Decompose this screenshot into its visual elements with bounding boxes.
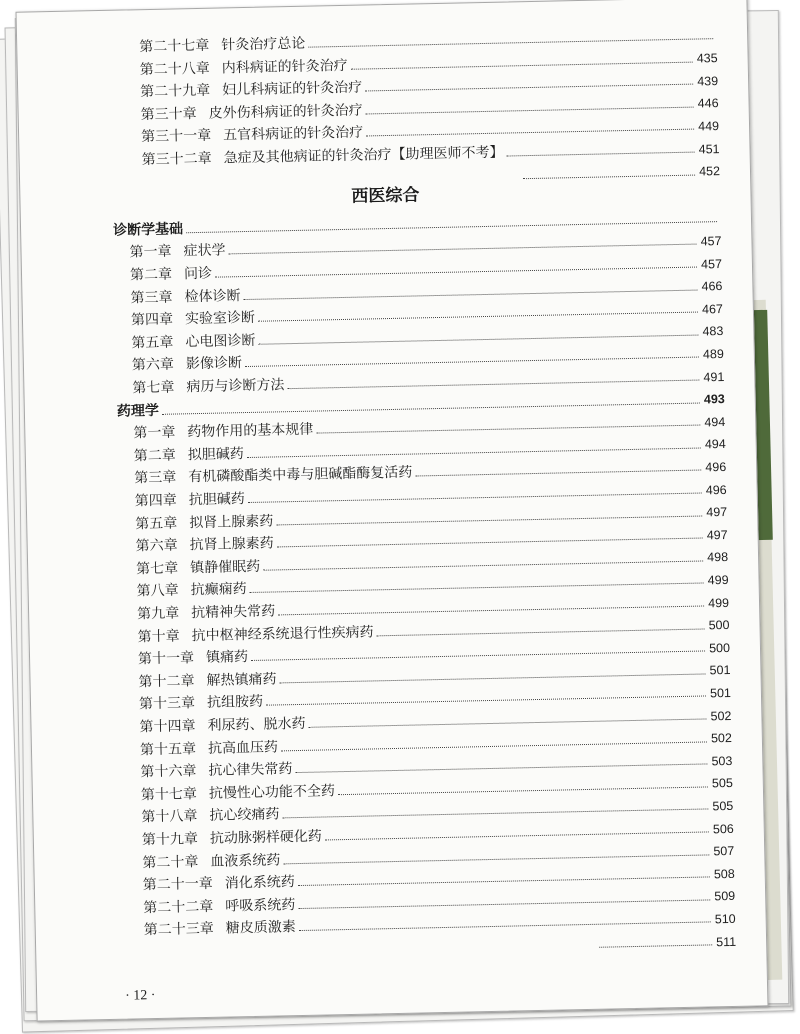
page-number: 496: [705, 482, 727, 497]
page-number: 497: [706, 527, 728, 543]
chapter-title: 抗心绞痛药: [209, 806, 280, 825]
page-number: 502: [710, 731, 733, 746]
chapter-title: 拟肾上腺素药: [189, 513, 274, 531]
chapter-title: 利尿药、脱水药: [207, 715, 306, 734]
page-number: 496: [705, 459, 727, 475]
chapter-number: 第二十七章: [139, 37, 210, 56]
chapter-number: 第三章: [130, 289, 173, 307]
chapter-title: 抗组胺药: [206, 694, 264, 712]
page-number: 497: [706, 505, 728, 520]
dot-leader: [599, 944, 712, 947]
page-number: 491: [703, 369, 725, 384]
page-number: 502: [710, 708, 732, 723]
chapter-number: 第七章: [132, 379, 175, 397]
chapter-number: 第四章: [134, 492, 177, 510]
chapter-title: 糖皮质激素: [225, 919, 296, 937]
chapter-number: 第十三章: [138, 695, 196, 713]
chapter-title: 血液系统药: [210, 852, 281, 870]
page-number: 493: [703, 392, 725, 407]
chapter-title: 病历与诊断方法: [186, 377, 285, 396]
chapter-title: 检体诊断: [184, 287, 241, 305]
page-number: 483: [702, 324, 724, 339]
page-number: 506: [712, 821, 734, 836]
chapter-number: 第二章: [129, 266, 173, 284]
page-number: 510: [714, 911, 736, 927]
page-number: 466: [701, 279, 723, 294]
chapter-title: 抗精神失常药: [190, 603, 276, 622]
section-title: 诊断学基础: [112, 221, 184, 239]
page-number: 499: [707, 572, 729, 588]
chapter-title: 针灸治疗总论: [221, 35, 306, 54]
page-number: 494: [704, 414, 726, 430]
page-number: 439: [697, 73, 719, 89]
chapter-number: 第十五章: [139, 740, 197, 758]
part-heading: 西医综合: [351, 185, 420, 207]
chapter-number: 第二章: [133, 447, 176, 465]
page-number: 489: [702, 346, 724, 362]
section-title: 药理学: [116, 402, 160, 420]
chapter-number: 第七章: [136, 560, 179, 578]
chapter-title: 抗癫痫药: [190, 581, 247, 599]
page-number: 451: [698, 141, 720, 156]
chapter-number: 第四章: [130, 311, 174, 329]
chapter-number: 第二十八章: [139, 60, 210, 78]
chapter-number: 第三十章: [140, 105, 197, 123]
chapter-title: 镇静催眠药: [190, 558, 261, 577]
chapter-title: 呼吸系统药: [225, 896, 296, 915]
chapter-title: 五官科病证的针灸治疗: [222, 124, 364, 144]
chapter-title: 解热镇痛药: [206, 671, 277, 689]
chapter-title: 内科病证的针灸治疗: [221, 57, 348, 77]
chapter-title: 消化系统药: [224, 874, 295, 892]
chapter-number: 第三十二章: [141, 150, 212, 169]
chapter-title: 症状学: [183, 242, 226, 260]
page-number: 500: [708, 640, 731, 656]
chapter-number: 第十八章: [141, 808, 198, 826]
page-number: 501: [709, 663, 731, 678]
page-number: 452: [698, 164, 721, 179]
chapter-title: 妇儿科病证的针灸治疗: [222, 79, 363, 99]
chapter-title: 有机磷酸酯类中毒与胆碱酯酶复活药: [188, 464, 413, 486]
page-number: 505: [711, 776, 733, 791]
page-number: 511: [716, 934, 737, 949]
chapter-number: 第十七章: [140, 785, 198, 804]
page-number: 494: [704, 437, 726, 452]
chapter-title: 皮外伤科病证的针灸治疗: [208, 102, 363, 122]
chapter-number: 第二十章: [142, 853, 199, 871]
page-number: 449: [698, 118, 720, 134]
chapter-number: 第二十三章: [143, 921, 214, 939]
chapter-title: 急症及其他病证的针灸治疗【助理医师不考】: [223, 144, 504, 167]
chapter-title: 镇痛药: [205, 649, 249, 667]
chapter-number: 第六章: [131, 356, 175, 374]
chapter-number: 第二十九章: [140, 82, 211, 101]
chapter-title: 拟胆碱药: [187, 445, 244, 464]
chapter-title: 抗肾上腺素药: [189, 535, 274, 554]
chapter-title: 抗高血压药: [207, 739, 279, 757]
page-number: 507: [713, 844, 735, 859]
page-number: 500: [708, 618, 730, 633]
chapter-title: 抗中枢神经系统退行性疾病药: [191, 624, 374, 644]
chapter-number: 第八章: [136, 582, 179, 600]
chapter-number: 第三章: [134, 469, 177, 487]
chapter-title: 实验室诊断: [184, 310, 256, 328]
page-number: 457: [700, 233, 722, 249]
page-number: 501: [709, 685, 732, 701]
chapter-number: 第十九章: [141, 831, 199, 849]
page-number: 505: [712, 798, 734, 814]
chapter-title: 抗动脉粥样硬化药: [209, 828, 323, 847]
chapter-number: 第一章: [129, 243, 172, 261]
chapter-title: 影像诊断: [185, 355, 243, 373]
chapter-title: 抗胆碱药: [188, 491, 245, 509]
table-of-contents: [17, 0, 768, 1021]
chapter-number: 第五章: [135, 515, 178, 532]
page-number: 467: [701, 301, 724, 317]
page-number: 508: [713, 866, 735, 882]
chapter-number: 第一章: [133, 424, 176, 442]
page-number: 446: [697, 96, 719, 111]
page-number: 503: [711, 753, 733, 769]
chapter-title: 问诊: [183, 265, 213, 283]
page-number: 435: [696, 51, 718, 66]
chapter-number: 第十六章: [140, 763, 197, 781]
page-number: 509: [714, 889, 736, 904]
chapter-number: 第二十一章: [142, 876, 213, 894]
toc-page: [16, 0, 769, 1022]
chapter-title: 心电图诊断: [185, 332, 256, 351]
chapter-number: 第十章: [137, 628, 180, 645]
page-number: 499: [708, 595, 730, 610]
chapter-number: 第十一章: [137, 650, 195, 668]
chapter-number: 第十四章: [139, 718, 196, 736]
chapter-number: 第五章: [131, 334, 174, 352]
chapter-title: 药物作用的基本规律: [187, 421, 314, 441]
toc-chapter-row: [596, 926, 736, 951]
chapter-number: 第二十二章: [143, 898, 214, 917]
page-folio: · 12 ·: [124, 988, 156, 1004]
page-number: 498: [707, 550, 729, 565]
page-number: 457: [700, 256, 723, 271]
chapter-number: 第六章: [135, 537, 178, 555]
chapter-title: 抗慢性心功能不全药: [208, 783, 336, 802]
chapter-number: 第十二章: [138, 672, 195, 691]
chapter-title: 抗心律失常药: [208, 761, 293, 780]
chapter-number: 第九章: [136, 605, 180, 623]
chapter-number: 第三十一章: [140, 128, 212, 146]
